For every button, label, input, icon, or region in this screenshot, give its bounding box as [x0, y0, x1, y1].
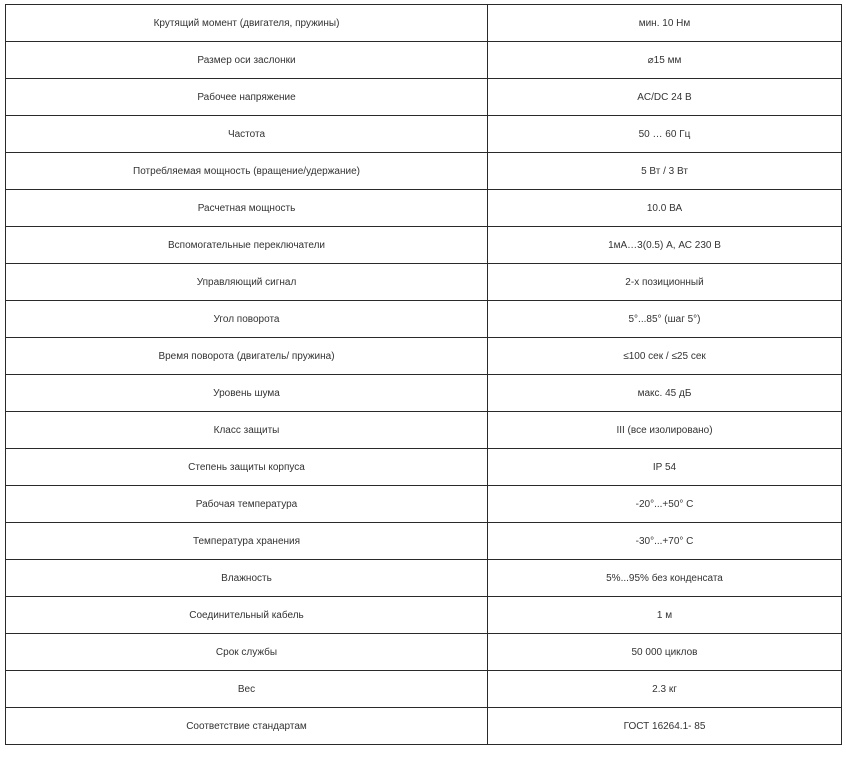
table-row — [6, 560, 842, 597]
table-row — [6, 153, 842, 190]
param-name: Размер оси заслонки — [6, 42, 488, 79]
specifications-table — [5, 4, 842, 745]
param-name: Рабочее напряжение — [6, 79, 488, 116]
param-value: -20°...+50° С — [488, 486, 842, 523]
table-row — [6, 634, 842, 671]
table-row — [6, 5, 842, 42]
param-value: макс. 45 дБ — [488, 375, 842, 412]
param-name: Срок службы — [6, 634, 488, 671]
table-row — [6, 190, 842, 227]
param-name: Частота — [6, 116, 488, 153]
param-name: Температура хранения — [6, 523, 488, 560]
param-name: Рабочая температура — [6, 486, 488, 523]
param-name: Потребляемая мощность (вращение/удержание) — [6, 153, 488, 190]
param-name: Угол поворота — [6, 301, 488, 338]
param-name: Влажность — [6, 560, 488, 597]
param-name: Вес — [6, 671, 488, 708]
table-row — [6, 375, 842, 412]
param-value: 2.3 кг — [488, 671, 842, 708]
param-value: -30°...+70° С — [488, 523, 842, 560]
table-row — [6, 597, 842, 634]
param-value: 2-х позиционный — [488, 264, 842, 301]
param-name: Расчетная мощность — [6, 190, 488, 227]
param-name: Время поворота (двигатель/ пружина) — [6, 338, 488, 375]
param-value: III (все изолировано) — [488, 412, 842, 449]
table-row — [6, 449, 842, 486]
param-value: ≤100 сек / ≤25 сек — [488, 338, 842, 375]
param-value: AC/DC 24 В — [488, 79, 842, 116]
table-row — [6, 116, 842, 153]
param-value: мин. 10 Нм — [488, 5, 842, 42]
param-name: Степень защиты корпуса — [6, 449, 488, 486]
table-row — [6, 338, 842, 375]
param-name: Соответствие стандартам — [6, 708, 488, 745]
param-value: ⌀15 мм — [488, 42, 842, 79]
param-value: IP 54 — [488, 449, 842, 486]
table-row — [6, 523, 842, 560]
param-value: 5%...95% без конденсата — [488, 560, 842, 597]
table-row — [6, 301, 842, 338]
param-value: 5°...85° (шаг 5°) — [488, 301, 842, 338]
table-row — [6, 671, 842, 708]
table-row — [6, 412, 842, 449]
specifications-body — [6, 5, 842, 745]
param-value: ГОСТ 16264.1- 85 — [488, 708, 842, 745]
table-row — [6, 227, 842, 264]
param-name: Крутящий момент (двигателя, пружины) — [6, 5, 488, 42]
param-value: 10.0 ВА — [488, 190, 842, 227]
table-row — [6, 486, 842, 523]
param-name: Управляющий сигнал — [6, 264, 488, 301]
param-value: 50 … 60 Гц — [488, 116, 842, 153]
param-name: Вспомогательные переключатели — [6, 227, 488, 264]
param-value: 5 Вт / 3 Вт — [488, 153, 842, 190]
table-row — [6, 42, 842, 79]
table-row — [6, 79, 842, 116]
param-name: Уровень шума — [6, 375, 488, 412]
param-value: 50 000 циклов — [488, 634, 842, 671]
param-name: Класс защиты — [6, 412, 488, 449]
param-value: 1мА…3(0.5) А, АС 230 В — [488, 227, 842, 264]
param-name: Соединительный кабель — [6, 597, 488, 634]
table-row — [6, 264, 842, 301]
table-row — [6, 708, 842, 745]
param-value: 1 м — [488, 597, 842, 634]
